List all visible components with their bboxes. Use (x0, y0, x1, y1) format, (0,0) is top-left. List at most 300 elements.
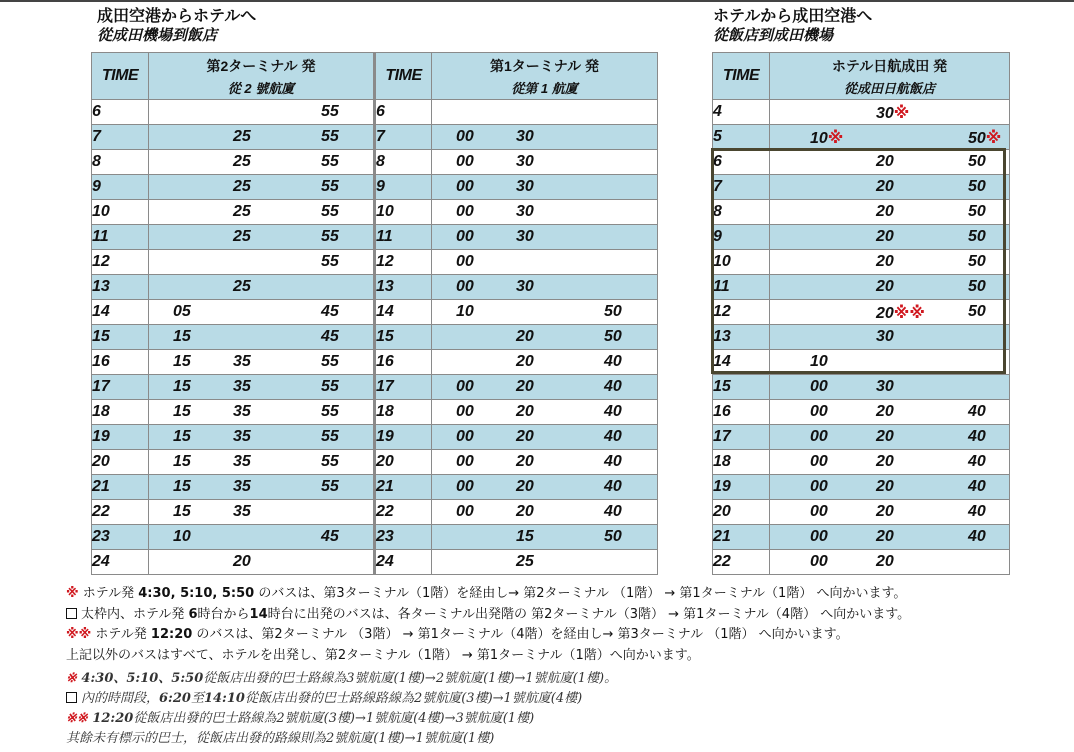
hour-cell: 10 (92, 200, 149, 225)
hour-cell: 22 (375, 500, 432, 525)
terminal2-minutes-cell (149, 550, 375, 575)
minute-value: 40 (968, 528, 986, 545)
table-row (92, 425, 658, 450)
terminal2-minutes-cell (149, 275, 375, 300)
minute-value: 20 (516, 378, 534, 395)
hour-cell: 6 (375, 100, 432, 125)
airport-to-hotel-table (91, 52, 658, 575)
terminal1-minutes-cell (432, 325, 658, 350)
table-row (713, 100, 1010, 125)
minute-value: 55 (321, 428, 339, 445)
minute-value: 30 (876, 378, 894, 395)
hour-cell: 8 (713, 200, 770, 225)
departure-minute (321, 178, 339, 196)
note-text: 從飯店出發的巴士路線路線為2號航廈(3樓)→1號航廈(4樓) (244, 691, 583, 706)
terminal1-minutes-cell (432, 500, 658, 525)
hour-cell: 5 (713, 125, 770, 150)
note-times: 12:20 (150, 627, 193, 642)
minute-value: 55 (321, 103, 339, 120)
hour-cell: 22 (713, 550, 770, 575)
minute-value: 10 (173, 528, 191, 545)
table-row (713, 125, 1010, 150)
hour-cell: 20 (713, 500, 770, 525)
hour-cell: 16 (713, 400, 770, 425)
note-text: 太枠内、ホテル発 (81, 606, 189, 622)
departure-minute (516, 353, 534, 371)
hour-cell: 8 (375, 150, 432, 175)
note-times: 6:20 (159, 691, 191, 706)
departure-minute (516, 278, 534, 296)
departure-minute (456, 378, 474, 396)
departure-minute (810, 503, 828, 521)
hour-cell: 23 (92, 525, 149, 550)
note-text: のバスは、第2ターミナル （3階） → 第1ターミナル（4階）を経由し→ 第3ターミナル （1階） へ向かいます。 (192, 627, 849, 642)
route-note-mark: ※ (827, 130, 844, 147)
hour-cell: 21 (92, 475, 149, 500)
terminal1-title: 第1ターミナル 発 (490, 57, 599, 74)
minute-value: 50 (604, 303, 622, 320)
minute-value: 35 (233, 478, 251, 495)
terminal1-minutes-cell (432, 100, 658, 125)
hotel-minutes-cell (770, 525, 1010, 550)
terminal2-minutes-cell (149, 225, 375, 250)
minute-value: 00 (456, 503, 474, 520)
hour-cell: 8 (92, 150, 149, 175)
hotel-minutes-cell (770, 550, 1010, 575)
hour-cell: 11 (375, 225, 432, 250)
route-note-mark: ※ (893, 105, 910, 122)
terminal2-minutes-cell (149, 400, 375, 425)
minute-value: 50 (968, 303, 986, 320)
minute-value: 20 (876, 178, 894, 195)
minute-value: 25 (233, 203, 251, 220)
departure-minute (516, 478, 534, 496)
hotel-minutes-cell (770, 100, 1010, 125)
time-header: TIME (713, 53, 770, 100)
right-header-ja: ホテルから成田空港へ (713, 6, 873, 25)
departure-minute (173, 453, 191, 471)
departure-minute (321, 203, 339, 221)
terminal2-minutes-cell (149, 175, 375, 200)
minute-value: 10 (810, 353, 828, 370)
time-header: TIME (375, 53, 432, 100)
departure-minute (810, 528, 828, 546)
hour-cell: 9 (92, 175, 149, 200)
terminal1-minutes-cell (432, 475, 658, 500)
departure-minute (604, 503, 622, 521)
terminal1-minutes-cell (432, 275, 658, 300)
minute-value: 00 (456, 228, 474, 245)
minute-value: 00 (456, 178, 474, 195)
departure-minute (321, 453, 339, 471)
hotel-minutes-cell (770, 450, 1010, 475)
minute-value: 20 (516, 453, 534, 470)
departure-minute (604, 428, 622, 446)
note-times: 4:30, 5:10, 5:50 (138, 586, 255, 601)
terminal1-minutes-cell (432, 450, 658, 475)
terminal2-minutes-cell (149, 525, 375, 550)
departure-minute (876, 528, 894, 546)
minute-value: 40 (968, 453, 986, 470)
departure-minute (173, 403, 191, 421)
minute-value: 55 (321, 178, 339, 195)
minute-value: 00 (456, 128, 474, 145)
note-text: 從飯店出發的巴士路線為3號航廈(1樓)→2號航廈(1樓)→1號航廈(1樓)。 (203, 671, 618, 686)
minute-value: 30 (516, 153, 534, 170)
departure-minute (456, 203, 474, 221)
departure-minute (321, 303, 339, 321)
note-ja-3 (66, 628, 910, 649)
terminal1-minutes-cell (432, 175, 658, 200)
minute-value: 15 (173, 403, 191, 420)
departure-minute (876, 428, 894, 446)
terminal2-subtitle: 從 2 號航廈 (227, 80, 295, 96)
minute-value: 55 (321, 353, 339, 370)
hour-cell: 9 (375, 175, 432, 200)
left-header-zh: 從成田機場到飯店 (97, 26, 218, 44)
note-hour: 6 (188, 606, 198, 622)
table-row (92, 325, 658, 350)
minute-value: 55 (321, 228, 339, 245)
terminal2-minutes-cell (149, 425, 375, 450)
terminal1-minutes-cell (432, 200, 658, 225)
hour-cell: 20 (375, 450, 432, 475)
minute-value: 35 (233, 378, 251, 395)
minute-value: 15 (173, 428, 191, 445)
hotel-minutes-cell (770, 425, 1010, 450)
departure-minute (233, 503, 251, 521)
minute-value: 00 (456, 378, 474, 395)
minute-value: 10 (456, 303, 474, 320)
departure-minute (876, 478, 894, 496)
departure-minute (456, 303, 474, 321)
hour-cell: 13 (92, 275, 149, 300)
departure-minute (456, 228, 474, 246)
hour-cell: 10 (713, 250, 770, 275)
minute-value: 30 (516, 228, 534, 245)
hour-cell: 21 (375, 475, 432, 500)
route-note-mark: ※※ (893, 305, 925, 322)
departure-minute (604, 403, 622, 421)
hour-cell: 18 (713, 450, 770, 475)
departure-minute (456, 453, 474, 471)
departure-minute (173, 353, 191, 371)
note-zh-2 (66, 692, 617, 712)
minute-value: 20 (516, 428, 534, 445)
hour-cell: 18 (375, 400, 432, 425)
hour-cell: 18 (92, 400, 149, 425)
departure-minute (876, 403, 894, 421)
terminal1-subtitle: 從第 1 航廈 (511, 80, 578, 96)
minute-value: 20 (876, 228, 894, 245)
hour-cell: 17 (713, 425, 770, 450)
departure-minute (233, 378, 251, 396)
note-text: のバスは、第3ターミナル（1階）を経由し→ 第2ターミナル （1階） → 第1ターミナル（1階） へ向かいます。 (254, 586, 907, 601)
departure-minute (604, 328, 622, 346)
departure-minute (516, 528, 534, 546)
minute-value: 55 (321, 378, 339, 395)
minute-value: 40 (604, 428, 622, 445)
terminal1-minutes-cell (432, 400, 658, 425)
minute-value: 00 (456, 428, 474, 445)
departure-minute (321, 153, 339, 171)
table-row (713, 450, 1010, 475)
hour-cell: 7 (375, 125, 432, 150)
minute-value: 50 (604, 528, 622, 545)
minute-value: 20 (876, 153, 894, 170)
terminal1-minutes-cell (432, 375, 658, 400)
terminal1-minutes-cell (432, 550, 658, 575)
minute-value: 25 (233, 128, 251, 145)
hour-cell: 13 (713, 325, 770, 350)
note-text: 內的時間段， (81, 691, 160, 706)
minute-value: 20 (876, 528, 894, 545)
table-row (713, 425, 1010, 450)
minute-value: 20 (876, 305, 894, 322)
departure-minute (604, 378, 622, 396)
table-row (92, 225, 658, 250)
note-text: ホテル発 (91, 627, 151, 642)
departure-minute (810, 553, 828, 571)
table-row (713, 400, 1010, 425)
hour-cell: 23 (375, 525, 432, 550)
minute-value: 40 (604, 478, 622, 495)
hour-cell: 6 (713, 150, 770, 175)
terminal2-minutes-cell (149, 450, 375, 475)
asterisk-mark: ※ (66, 586, 79, 601)
table-row (92, 150, 658, 175)
minute-value: 20 (516, 328, 534, 345)
departure-minute (321, 478, 339, 496)
minute-value: 30 (876, 328, 894, 345)
table-row (92, 450, 658, 475)
note-text: 時台から (197, 606, 250, 622)
minute-value: 20 (516, 353, 534, 370)
departure-minute (516, 128, 534, 146)
note-hour: 14 (249, 606, 268, 622)
table-row (92, 200, 658, 225)
departure-minute (456, 178, 474, 196)
notes-chinese (66, 672, 617, 752)
hour-cell: 10 (375, 200, 432, 225)
minute-value: 00 (810, 428, 828, 445)
departure-minute (876, 453, 894, 471)
departure-minute (233, 228, 251, 246)
note-times: 12:20 (87, 711, 134, 726)
hour-cell: 17 (92, 375, 149, 400)
terminal1-minutes-cell (432, 350, 658, 375)
departure-minute (173, 478, 191, 496)
table-row (713, 550, 1010, 575)
minute-value: 15 (516, 528, 534, 545)
departure-minute (968, 128, 1001, 148)
hotel-minutes-cell (770, 125, 1010, 150)
minute-value: 20 (876, 553, 894, 570)
hotel-title: ホテル日航成田 発 (831, 57, 948, 74)
terminal2-minutes-cell (149, 375, 375, 400)
minute-value: 55 (321, 403, 339, 420)
departure-minute (968, 428, 986, 446)
minute-value: 20 (516, 503, 534, 520)
minute-value: 20 (876, 503, 894, 520)
departure-minute (321, 403, 339, 421)
departure-minute (321, 328, 339, 346)
departure-minute (876, 553, 894, 571)
minute-value: 55 (321, 203, 339, 220)
table-row (92, 500, 658, 525)
minute-value: 40 (968, 403, 986, 420)
departure-minute (321, 378, 339, 396)
minute-value: 30 (516, 128, 534, 145)
minute-value: 00 (810, 478, 828, 495)
departure-minute (516, 178, 534, 196)
departure-minute (604, 528, 622, 546)
minute-value: 20 (876, 403, 894, 420)
minute-value: 40 (604, 353, 622, 370)
minute-value: 00 (456, 253, 474, 270)
terminal2-minutes-cell (149, 250, 375, 275)
note-text: 至 (190, 691, 204, 706)
minute-value: 50 (968, 153, 986, 170)
minute-value: 35 (233, 403, 251, 420)
table-row (92, 525, 658, 550)
terminal1-minutes-cell (432, 250, 658, 275)
departure-minute (810, 478, 828, 496)
departure-minute (321, 128, 339, 146)
minute-value: 45 (321, 328, 339, 345)
minute-value: 00 (810, 403, 828, 420)
departure-minute (233, 128, 251, 146)
table-row (92, 275, 658, 300)
hour-cell: 7 (713, 175, 770, 200)
double-asterisk-mark: ※※ (66, 627, 92, 642)
departure-minute (233, 153, 251, 171)
asterisk-mark: ※ (66, 671, 77, 686)
note-times: 4:30、5:10、5:50 (76, 671, 204, 686)
terminal2-minutes-cell (149, 325, 375, 350)
terminal2-minutes-cell (149, 150, 375, 175)
hour-cell: 19 (92, 425, 149, 450)
terminal2-minutes-cell (149, 300, 375, 325)
minute-value: 55 (321, 128, 339, 145)
hour-cell: 6 (92, 100, 149, 125)
table-row (92, 250, 658, 275)
left-header-ja: 成田空港からホテルへ (97, 6, 257, 25)
hour-cell: 13 (375, 275, 432, 300)
minute-value: 00 (456, 453, 474, 470)
minute-value: 00 (810, 378, 828, 395)
departure-minute (456, 503, 474, 521)
minute-value: 20 (876, 478, 894, 495)
minute-value: 35 (233, 453, 251, 470)
minute-value: 40 (968, 478, 986, 495)
departure-minute (456, 428, 474, 446)
double-asterisk-mark: ※※ (66, 711, 88, 726)
hour-cell: 12 (92, 250, 149, 275)
minute-value: 30 (516, 278, 534, 295)
departure-minute (233, 428, 251, 446)
minute-value: 40 (968, 428, 986, 445)
departure-minute (173, 378, 191, 396)
highlight-box-6-to-14 (711, 148, 1006, 374)
departure-minute (233, 353, 251, 371)
table-row (92, 375, 658, 400)
route-note-mark: ※ (985, 130, 1002, 147)
minute-value: 40 (968, 503, 986, 520)
departure-minute (233, 453, 251, 471)
departure-minute (173, 328, 191, 346)
minute-value: 15 (173, 353, 191, 370)
departure-minute (968, 528, 986, 546)
minute-value: 20 (516, 478, 534, 495)
table-row (713, 375, 1010, 400)
minute-value: 50 (968, 203, 986, 220)
minute-value: 20 (876, 428, 894, 445)
departure-minute (173, 528, 191, 546)
departure-minute (968, 478, 986, 496)
minute-value: 35 (233, 353, 251, 370)
hour-cell: 17 (375, 375, 432, 400)
departure-minute (516, 203, 534, 221)
hotel-header (770, 53, 1010, 100)
hotel-minutes-cell (770, 375, 1010, 400)
departure-minute (173, 428, 191, 446)
hour-cell: 16 (92, 350, 149, 375)
minute-value: 20 (876, 278, 894, 295)
hour-cell: 14 (713, 350, 770, 375)
minute-value: 30 (516, 178, 534, 195)
table-row (92, 475, 658, 500)
minute-value: 40 (604, 378, 622, 395)
departure-minute (233, 278, 251, 296)
departure-minute (604, 303, 622, 321)
minute-value: 50 (968, 253, 986, 270)
minute-value: 00 (456, 203, 474, 220)
terminal2-minutes-cell (149, 350, 375, 375)
departure-minute (876, 378, 894, 396)
minute-value: 45 (321, 528, 339, 545)
hour-cell: 15 (92, 325, 149, 350)
note-times: 14:10 (203, 691, 245, 706)
departure-minute (810, 453, 828, 471)
departure-minute (810, 378, 828, 396)
note-text: ホテル発 (78, 586, 139, 601)
table-row (92, 350, 658, 375)
departure-minute (516, 503, 534, 521)
minute-value: 25 (233, 228, 251, 245)
note-ja-4: 上記以外のバスはすべて、ホテルを出発し、第2ターミナル（1階） → 第1ターミナル（1階）へ向かいます。 (66, 647, 700, 663)
terminal2-minutes-cell (149, 125, 375, 150)
hour-cell: 12 (713, 300, 770, 325)
hour-cell: 22 (92, 500, 149, 525)
terminal2-minutes-cell (149, 500, 375, 525)
terminal2-minutes-cell (149, 200, 375, 225)
minute-value: 15 (173, 328, 191, 345)
departure-minute (173, 503, 191, 521)
minute-value: 25 (516, 553, 534, 570)
hour-cell: 21 (713, 525, 770, 550)
hour-cell: 19 (375, 425, 432, 450)
departure-minute (604, 453, 622, 471)
departure-minute (456, 478, 474, 496)
hour-cell: 7 (92, 125, 149, 150)
departure-minute (456, 153, 474, 171)
hour-cell: 11 (92, 225, 149, 250)
hotel-subtitle: 從成田日航飯店 (843, 80, 935, 96)
hotel-minutes-cell (770, 400, 1010, 425)
time-header: TIME (92, 53, 149, 100)
departure-minute (233, 178, 251, 196)
